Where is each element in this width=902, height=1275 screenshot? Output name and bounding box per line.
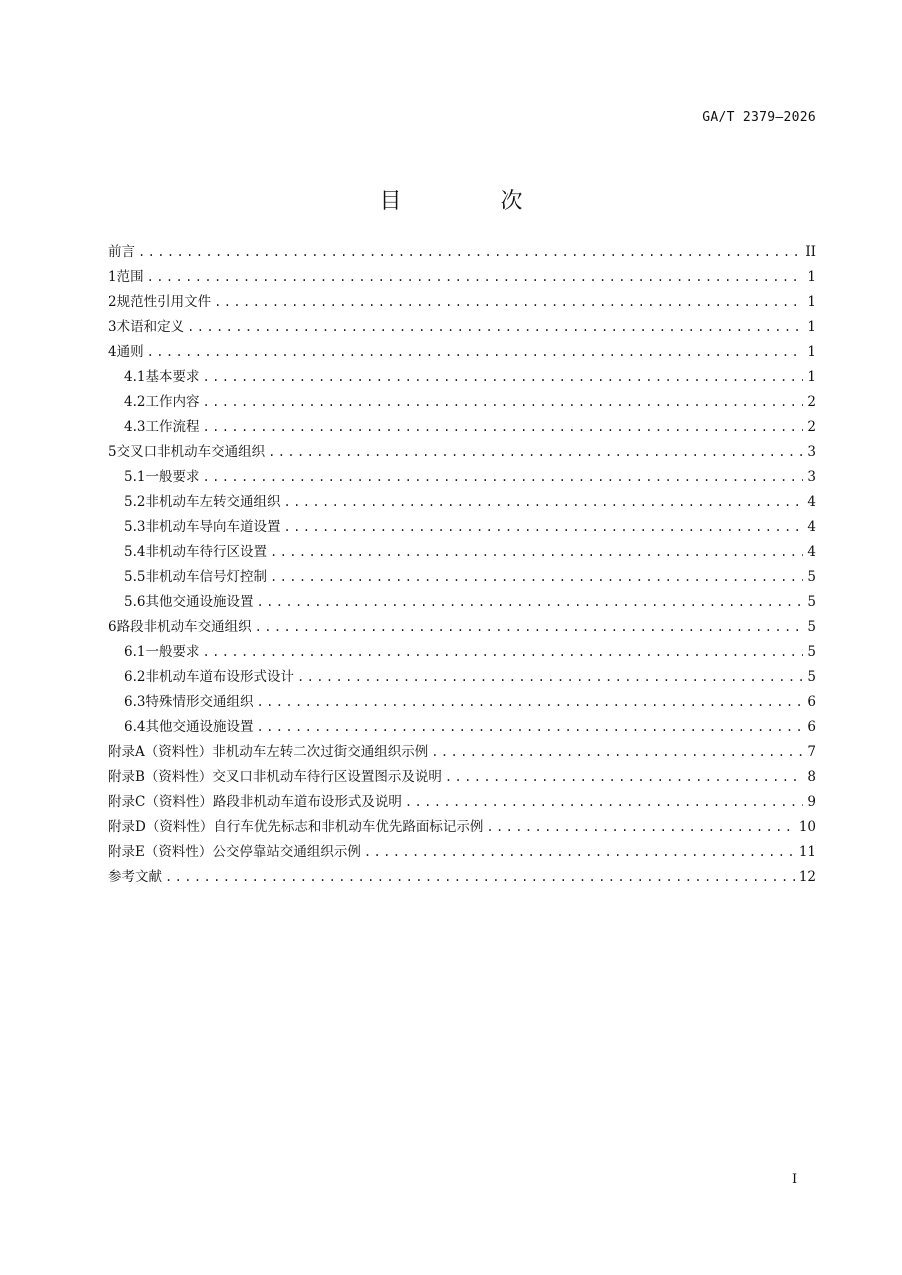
toc-entry-label: 公交停靠站交通组织示例 — [212, 844, 361, 860]
toc-entry-page: 6 — [807, 694, 816, 710]
toc-leader-dots — [364, 840, 796, 865]
toc-entry[interactable] — [108, 665, 816, 690]
toc-leader-dots — [486, 815, 795, 840]
toc-entry-label: 一般要求 — [145, 644, 200, 660]
toc-leader-dots — [187, 315, 803, 340]
page-title: 目 次 — [379, 189, 569, 214]
toc-entry-number: 5 — [108, 444, 117, 460]
toc-entry[interactable] — [108, 465, 816, 490]
toc-entry-label: 非机动车导向车道设置 — [145, 519, 281, 535]
toc-entry-number: 5.3 — [124, 519, 146, 535]
toc-entry[interactable] — [108, 840, 816, 865]
toc-entry[interactable] — [108, 615, 816, 640]
toc-entry[interactable] — [108, 515, 816, 540]
toc-entry-number: 4 — [108, 344, 117, 360]
toc-entry-page: 4 — [807, 544, 816, 560]
toc-entry-number: 2 — [108, 294, 117, 310]
toc-entry-page: II — [805, 244, 816, 260]
toc-entry-page: 4 — [807, 494, 816, 510]
toc-entry-label: 非机动车待行区设置 — [145, 544, 267, 560]
toc-entry-number: 6.1 — [124, 644, 146, 660]
toc-entry[interactable] — [108, 440, 816, 465]
toc-entry-label: 工作内容 — [145, 394, 200, 410]
toc-leader-dots — [202, 640, 803, 665]
toc-entry-number: 4.2 — [124, 394, 146, 410]
toc-entry-label: 非机动车道布设形式设计 — [145, 669, 294, 685]
toc-entry-page: 5 — [807, 619, 816, 635]
toc-entry-page: 3 — [807, 469, 816, 485]
toc-leader-dots — [270, 565, 803, 590]
toc-leader-dots — [256, 590, 803, 615]
toc-entry[interactable] — [108, 690, 816, 715]
toc-entry-label: 非机动车信号灯控制 — [145, 569, 267, 585]
toc-leader-dots — [431, 740, 803, 765]
toc-entry-label: 术语和定义 — [116, 319, 185, 335]
toc-entry-page: 11 — [798, 844, 816, 860]
toc-entry-page: 1 — [807, 294, 816, 310]
toc-entry-number: 6.2 — [124, 669, 146, 685]
toc-leader-dots — [256, 690, 803, 715]
toc-entry[interactable] — [108, 790, 816, 815]
toc-leader-dots — [297, 665, 803, 690]
toc-entry-number: 5.4 — [124, 544, 146, 560]
toc-entry-page: 5 — [807, 669, 816, 685]
toc-entry[interactable] — [108, 490, 816, 515]
toc-entry-label: 通则 — [116, 344, 144, 360]
toc-entry[interactable] — [108, 815, 816, 840]
toc-entry-label: 特殊情形交通组织 — [145, 694, 254, 710]
toc-entry[interactable] — [108, 390, 816, 415]
toc-entry-page: 10 — [798, 819, 816, 835]
toc-entry-page: 2 — [807, 394, 816, 410]
toc-leader-dots — [147, 340, 803, 365]
toc-entry-label: 非机动车左转交通组织 — [145, 494, 281, 510]
toc-entry-number: 6.4 — [124, 719, 146, 735]
toc-entry-number: 3 — [108, 319, 117, 335]
toc-entry-number: 附录A（资料性） — [108, 744, 213, 760]
toc-entry-page: 5 — [807, 569, 816, 585]
toc-entry-number: 5.5 — [124, 569, 146, 585]
toc-entry-number: 6 — [108, 619, 117, 635]
toc-entry-label: 非机动车左转二次过街交通组织示例 — [212, 744, 429, 760]
toc-entry-number: 5.6 — [124, 594, 146, 610]
toc-entry-label: 路段非机动车交通组织 — [116, 619, 252, 635]
toc-entry-label: 其他交通设施设置 — [145, 719, 254, 735]
toc-entry-page: 6 — [807, 719, 816, 735]
toc-leader-dots — [202, 465, 803, 490]
toc-entry[interactable] — [108, 765, 816, 790]
toc-entry-label: 工作流程 — [145, 419, 200, 435]
toc-entry-number: 1 — [108, 269, 117, 285]
toc-leader-dots — [255, 615, 803, 640]
toc-leader-dots — [445, 765, 803, 790]
toc-entry-label: 前言 — [108, 244, 135, 260]
toc-entry-page: 9 — [807, 794, 816, 810]
toc-entry-page: 7 — [807, 744, 816, 760]
toc-entry-page: 5 — [807, 594, 816, 610]
toc-entry-label: 参考文献 — [108, 869, 162, 885]
toc-entry-page: 12 — [798, 869, 816, 885]
toc-entry-label: 交叉口非机动车交通组织 — [116, 444, 266, 460]
toc-entry-page: 8 — [807, 769, 816, 785]
toc-entry-label: 交叉口非机动车待行区设置图示及说明 — [212, 769, 442, 785]
page-number: I — [792, 1172, 798, 1187]
toc-leader-dots — [256, 715, 803, 740]
toc-leader-dots — [270, 540, 803, 565]
toc-entry[interactable] — [108, 365, 816, 390]
toc-entry[interactable] — [108, 340, 816, 365]
toc-entry-page: 1 — [807, 269, 816, 285]
toc-entry-label: 自行车优先标志和非机动车优先路面标记示例 — [213, 819, 484, 835]
table-of-contents — [108, 240, 816, 890]
toc-entry-number: 5.1 — [124, 469, 146, 485]
toc-entry-number: 附录B（资料性） — [108, 769, 213, 785]
toc-entry[interactable] — [108, 565, 816, 590]
toc-entry-label: 路段非机动车道布设形式及说明 — [212, 794, 402, 810]
toc-entry-label: 规范性引用文件 — [116, 294, 212, 310]
toc-entry-page: 2 — [807, 419, 816, 435]
toc-leader-dots — [138, 240, 802, 265]
toc-leader-dots — [202, 415, 803, 440]
toc-entry[interactable] — [108, 640, 816, 665]
toc-entry-page: 1 — [807, 369, 816, 385]
toc-entry[interactable] — [108, 265, 816, 290]
toc-entry-number: 附录E（资料性） — [108, 844, 213, 860]
toc-entry-label: 一般要求 — [145, 469, 200, 485]
toc-entry-page: 1 — [807, 319, 816, 335]
toc-leader-dots — [147, 265, 803, 290]
toc-entry-number: 附录D（资料性） — [108, 819, 214, 835]
toc-entry[interactable] — [108, 315, 816, 340]
toc-entry-number: 6.3 — [124, 694, 146, 710]
toc-leader-dots — [165, 865, 796, 890]
toc-entry-number: 5.2 — [124, 494, 146, 510]
toc-entry-page: 4 — [807, 519, 816, 535]
toc-entry-label: 基本要求 — [145, 369, 200, 385]
toc-leader-dots — [202, 365, 803, 390]
toc-entry-label: 范围 — [116, 269, 144, 285]
toc-entry-page: 3 — [807, 444, 816, 460]
toc-leader-dots — [283, 490, 803, 515]
toc-entry[interactable] — [108, 740, 816, 765]
toc-leader-dots — [405, 790, 803, 815]
toc-leader-dots — [268, 440, 803, 465]
toc-entry[interactable] — [108, 415, 816, 440]
toc-entry-number: 4.1 — [124, 369, 146, 385]
toc-entry-page: 1 — [807, 344, 816, 360]
toc-entry[interactable] — [108, 865, 816, 890]
toc-entry-page: 5 — [807, 644, 816, 660]
toc-entry[interactable] — [108, 240, 816, 265]
toc-entry[interactable] — [108, 540, 816, 565]
toc-entry-number: 附录C（资料性） — [108, 794, 213, 810]
toc-entry[interactable] — [108, 290, 816, 315]
toc-leader-dots — [202, 390, 803, 415]
toc-leader-dots — [214, 290, 803, 315]
toc-entry-number: 4.3 — [124, 419, 146, 435]
toc-entry[interactable] — [108, 715, 816, 740]
document-code: GA/T 2379—2026 — [702, 110, 816, 125]
toc-leader-dots — [283, 515, 803, 540]
toc-entry-label: 其他交通设施设置 — [145, 594, 254, 610]
toc-entry[interactable] — [108, 590, 816, 615]
